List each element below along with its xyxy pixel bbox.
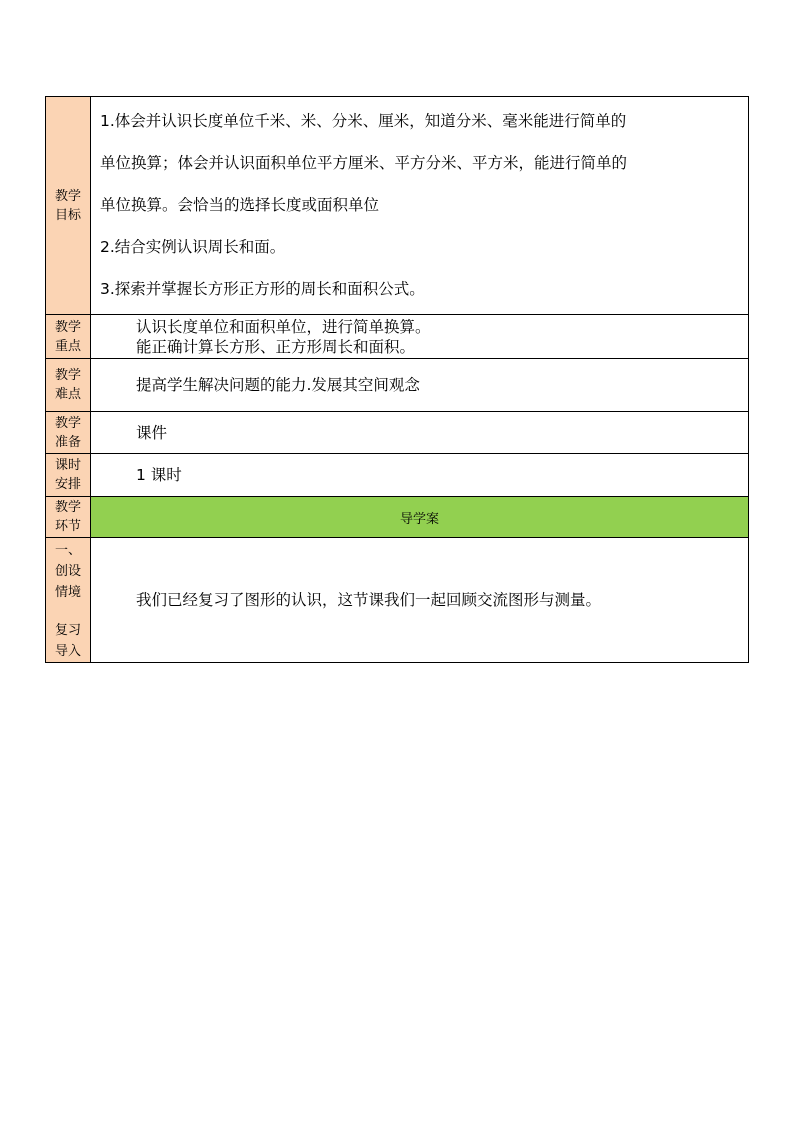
goal-line: 2.结合实例认识周长和面。 — [100, 238, 286, 256]
key-points-label: 教学 重点 — [46, 315, 91, 359]
stages-header: 导学案 — [91, 497, 749, 538]
difficulties-content: 提高学生解决问题的能力.发展其空间观念 — [91, 359, 749, 412]
intro-content: 我们已经复习了图形的认识，这节课我们一起回顾交流图形与测量。 — [91, 538, 749, 663]
key-point-line: 认识长度单位和面积单位，进行简单换算。 — [136, 317, 431, 336]
key-point-line: 能正确计算长方形、正方形周长和面积。 — [136, 337, 416, 356]
goals-label: 教学 目标 — [46, 97, 91, 315]
preparation-content: 课件 — [91, 412, 749, 454]
preparation-row — [46, 412, 749, 454]
stages-label: 教学 环节 — [46, 497, 91, 538]
preparation-label: 教学 准备 — [46, 412, 91, 454]
goals-content — [91, 97, 749, 315]
lesson-plan-table — [45, 96, 749, 663]
schedule-row — [46, 454, 749, 497]
goal-line: 1.体会并认识长度单位千米、米、分米、厘米，知道分米、毫米能进行简单的 — [100, 112, 627, 130]
goal-line: 单位换算；体会并认识面积单位平方厘米、平方分米、平方米，能进行简单的 — [100, 154, 628, 172]
stages-row — [46, 497, 749, 538]
intro-row — [46, 538, 749, 663]
goal-line: 单位换算。会恰当的选择长度或面积单位 — [100, 196, 380, 214]
goals-row — [46, 97, 749, 315]
schedule-label: 课时 安排 — [46, 454, 91, 497]
difficulties-label: 教学 难点 — [46, 359, 91, 412]
goal-line: 3.探索并掌握长方形正方形的周长和面积公式。 — [100, 280, 425, 298]
key-points-row — [46, 315, 749, 359]
schedule-content: 1 课时 — [91, 454, 749, 497]
difficulties-row — [46, 359, 749, 412]
intro-label: 一、 创设 情境 复习 导入 — [46, 538, 91, 663]
key-points-content — [91, 315, 749, 359]
